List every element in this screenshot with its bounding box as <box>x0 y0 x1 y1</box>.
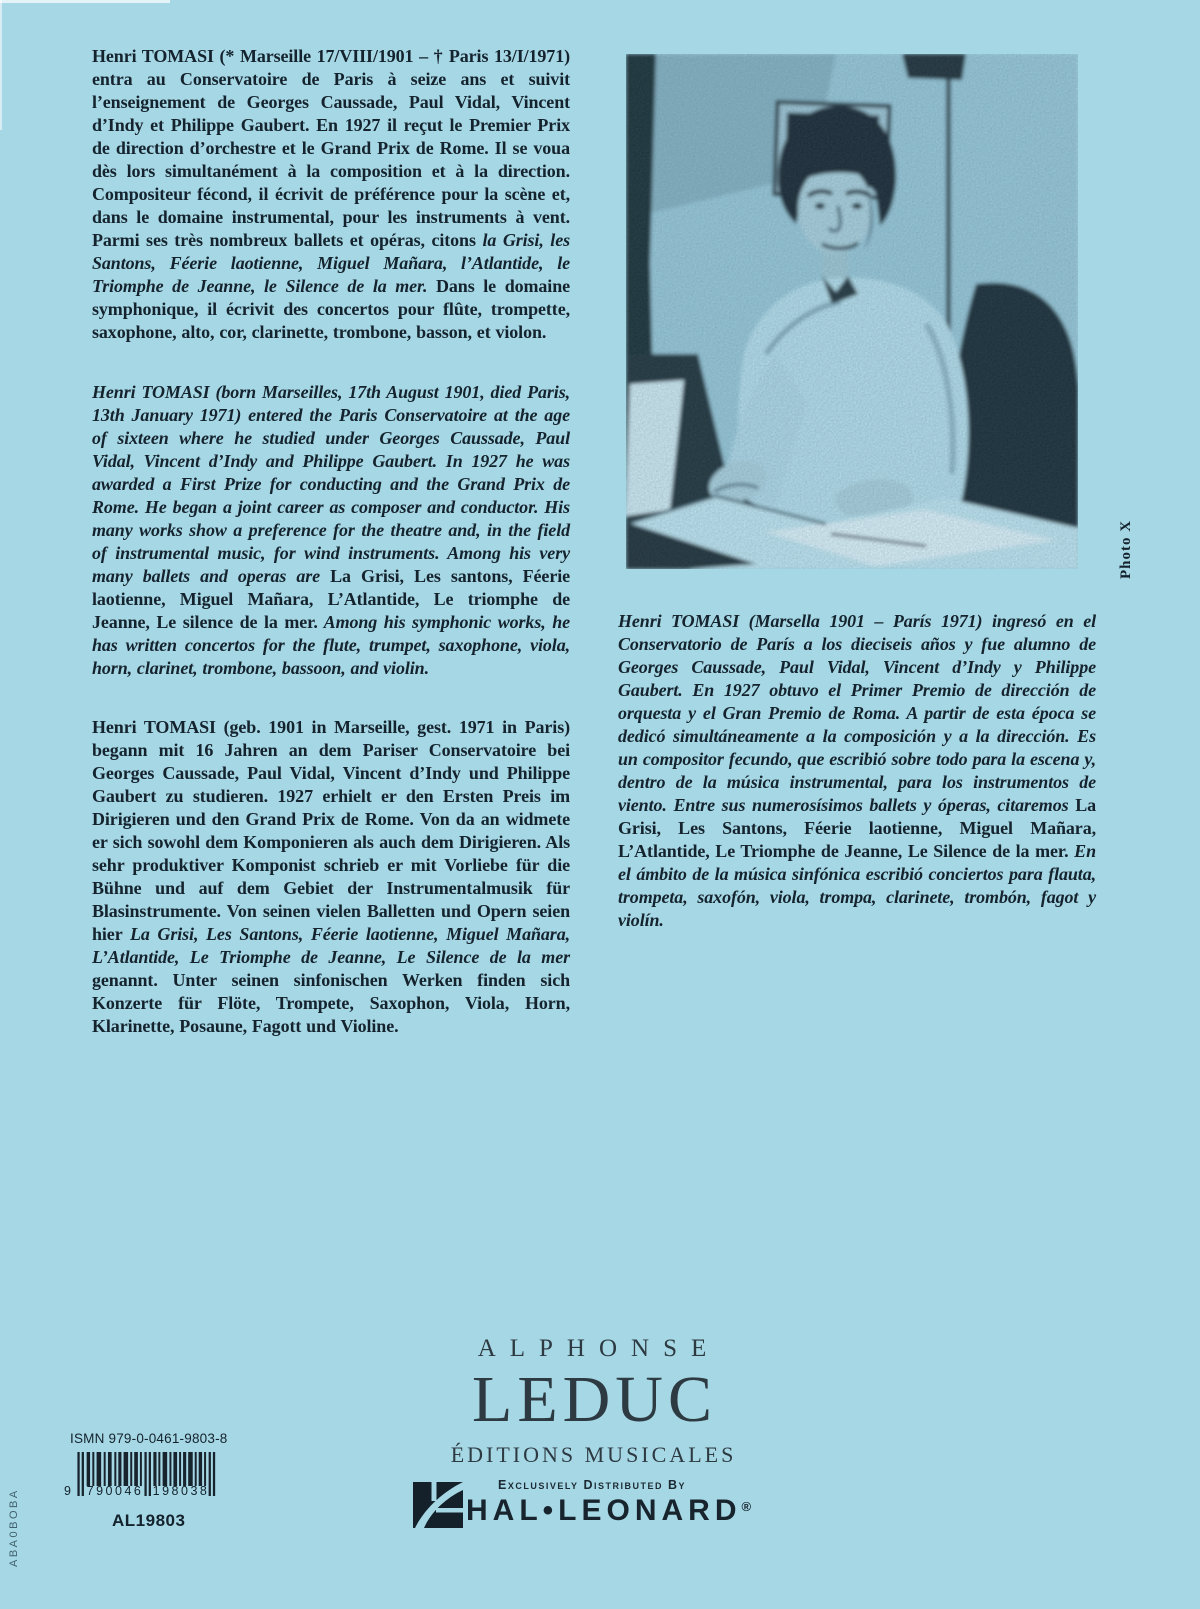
bio-text-segment: La Grisi, Les santons, Féerie laotienne, Miguel Mañara, L’Atlantide, Le triomphe de Jeanne, Le silence de la mer. <box>92 566 570 632</box>
barcode-digit-group: 9 <box>64 1484 74 1498</box>
bio-text-segment: Henri TOMASI (born Marseilles, 17th August 1901, died Paris, 13th January 1971) entered the Paris Conservatoire at the age of sixteen where he studied under Georges Caussade, Paul Vidal, Vincent d’Indy and Philippe Gaubert. In 1927 he was awarded a First Prize for conducting and the Grand Prix de Rome. He began a joint career as composer and conductor. His many works show a preference for the theatre and, in the field of instrumental music, for wind instruments. Among his very many ballets and operas are <box>92 382 570 586</box>
barcode-digit-group: 790046 <box>86 1484 144 1498</box>
bio-text-segment: Henri TOMASI (geb. 1901 in Marseille, gest. 1971 in Paris) begann mit 16 Jahren an dem Pariser Conservatoire bei Georges Caussade, Paul Vidal, Vincent d’Indy und Philippe Gaubert zu studieren. 1927 erhielt er den Ersten Preis im Dirigieren und den Grand Prix de Rome. Von da an widmete er sich sowohl dem Komponieren als auch dem Dirigieren. Als sehr produktiver Komponist schrieb er mit Vorliebe für die Bühne und auf dem Gebiet der Instrumentalmusik für Blasinstrumente. Von seinen vielen Balletten und Opern seien hier <box>92 717 570 944</box>
bio-text-segment: La Grisi, Les Santons, Féerie laotienne, Miguel Mañara, L’Atlantide, Le Triomphe de Jeanne, Le Silence de la mer <box>92 924 570 967</box>
publisher-name-main: LEDUC <box>472 1363 717 1436</box>
bio-text-segment: la Grisi, les Santons, Féerie laotienne, Miguel Mañara, l’Atlantide, le Triomphe de Jeanne, le Silence de la mer. <box>92 230 570 296</box>
composer-photo <box>626 54 1078 569</box>
bio-text-segment: Henri TOMASI (Marsella 1901 – París 1971) ingresó en el Conservatorio de París a los dieciseis años y fue alumno de Georges Caussade, Paul Vidal, Vincent d’Indy y Philippe Gaubert. En 1927 obtuvo el Primer Premio de dirección de orquesta y el Gran Premio de Roma. A partir de esta época se dedicó simultáneamente a la composición y a la dirección. Es un compositor fecundo, que escribió sobre todo para la escena y, dentro de la música instrumental, para los instrumentos de viento. Entre sus numerosísimos ballets y óperas, citaremos <box>618 611 1096 815</box>
bio-text-segment: Henri TOMASI (* Marseille 17/VIII/1901 – † Paris 13/I/1971) entra au Conservatoire de Paris à seize ans et suivit l’enseignement de Georges Caussade, Paul Vidal, Vincent d’Indy et Philippe Gaubert. En 1927 il reçut le Premier Prix de direction d’orchestre et le Grand Prix de Rome. Il se voua dès lors simultanément à la composition et à la direction. Compositeur fécond, il écrivit de préférence pour la scène et, dans le domaine instrumental, pour les instruments à vent. Parmi ses très nombreux ballets et opéras, citons <box>92 46 570 250</box>
print-code: ABA0BOBA <box>8 1488 20 1567</box>
bio-text-segment: La Grisi, Les Santons, Féerie laotienne, Miguel Mañara, L’Atlantide, Le Triomphe de Jeanne, Le Silence de la mer. <box>618 795 1096 861</box>
publisher-subtitle: ÉDITIONS MUSICALES <box>450 1442 737 1467</box>
bio-text-segment: genannt. Unter seinen sinfonischen Werken finden sich Konzerte für Flöte, Trompete, Saxophon, Viola, Horn, Klarinette, Posaune, Fagott und Violine. <box>92 970 570 1036</box>
bio-german <box>92 716 570 1038</box>
bio-french <box>92 45 570 344</box>
publisher-logo <box>0 1336 1184 1466</box>
bio-text-segment: Dans le domaine symphonique, il écrivit des concertos pour flûte, trompette, saxophone, alto, cor, clarinette, trombone, basson, et violon. <box>92 276 570 342</box>
bio-text-segment: Among his symphonic works, he has written concertos for the flute, trumpet, saxophone, viola, horn, clarinet, trombone, bassoon, and violin. <box>92 612 571 678</box>
hal-leonard-wordmark <box>466 1496 751 1526</box>
scan-edge-top <box>0 0 170 3</box>
ismn-number: ISMN 979-0-0461-9803-8 <box>70 1431 228 1446</box>
catalog-number: AL19803 <box>112 1511 186 1530</box>
bio-english <box>92 381 570 680</box>
distribution-line: Exclusively Distributed By <box>497 1478 687 1492</box>
publisher-name-top: ALPHONSE <box>477 1335 721 1362</box>
hal-leonard-text: HAL•LEONARD <box>466 1494 742 1527</box>
photo-credit: Photo X <box>1118 519 1134 579</box>
registered-mark: ® <box>741 1499 752 1514</box>
bio-spanish <box>618 610 1096 932</box>
barcode <box>64 1452 220 1504</box>
hal-leonard-icon <box>413 1482 463 1528</box>
scan-edge-left <box>0 0 2 130</box>
bio-text-segment: En el ámbito de la música sinfónica escribió conciertos para flauta, trompeta, saxofón, viola, trompa, clarinete, trombón, fagot y violín. <box>618 841 1096 930</box>
barcode-digit-group: 198038 <box>152 1484 210 1498</box>
